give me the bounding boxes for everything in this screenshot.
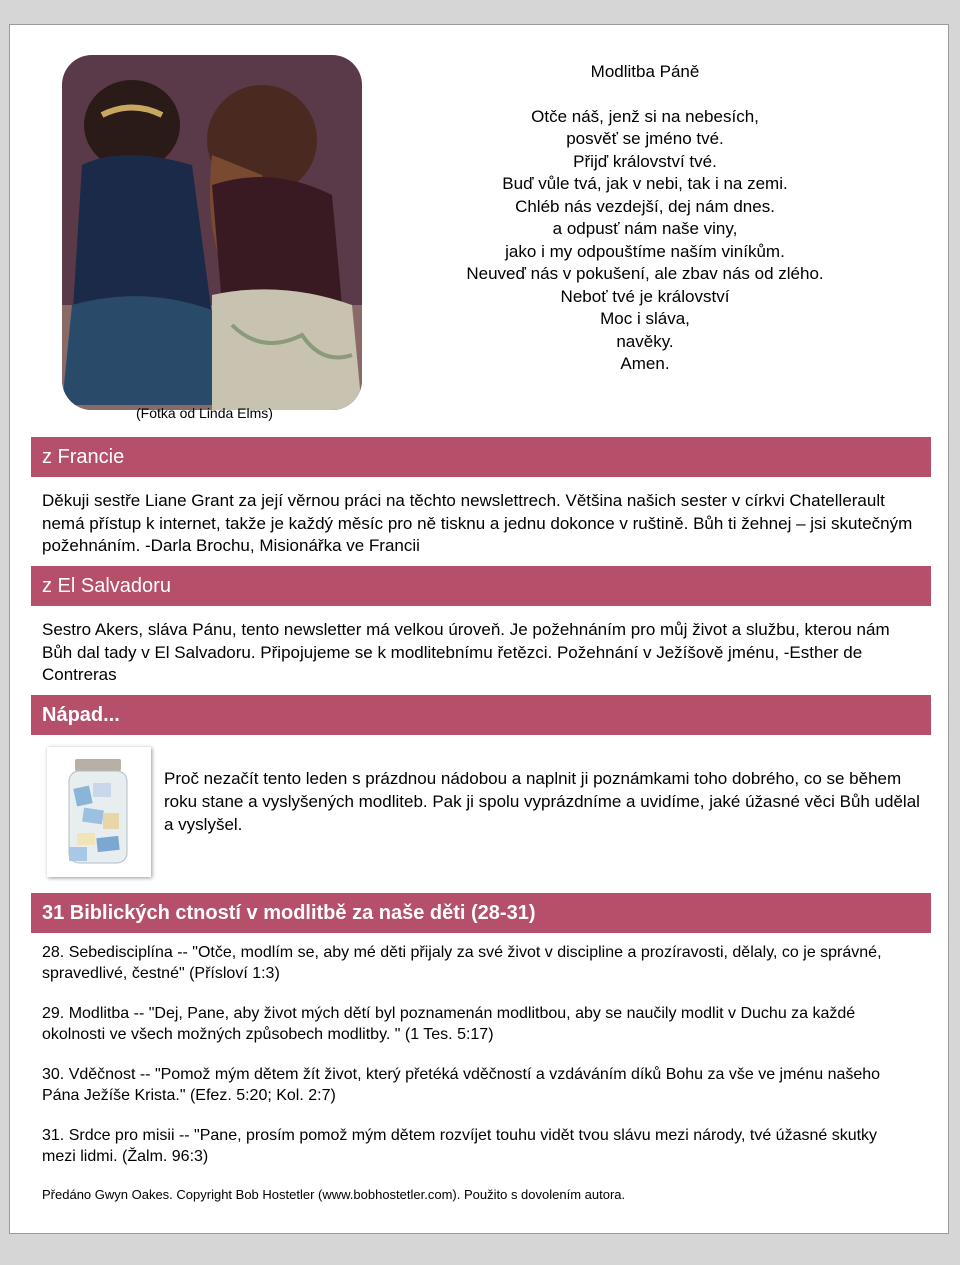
prayer-line: Neuveď nás v pokušení, ale zbav nás od zlého. <box>466 264 824 283</box>
section-text-salvador: Sestro Akers, sláva Pánu, tento newsletter má velkou úroveň. Je požehnáním pro můj život a službu, kterou nám Bůh dal tady v El Salvadoru. Připojujeme se k modlitebnímu řetězci. Požehnání v Ježíšově jménu, -Esther de Contreras <box>42 620 890 684</box>
copyright-footer: Předáno Gwyn Oakes. Copyright Bob Hostetler (www.bobhostetler.com). Použito s dovolením autora. <box>42 1187 626 1202</box>
lords-prayer <box>420 61 870 376</box>
prayer-title: Modlitba Páně <box>590 62 700 81</box>
prayer-line: Buď vůle tvá, jak v nebi, tak i na zemi. <box>502 174 788 193</box>
virtue-item: 28. Sebedisciplína -- "Otče, modlím se, aby mé děti přijaly za své život v discipline a prozíravosti, dělaly, co je správné, spravedlivé, čestné" (Přísloví 1:3) <box>42 944 882 982</box>
newsletter-page <box>9 24 949 1234</box>
virtue-item: 31. Srdce pro misii -- "Pane, prosím pomož mým dětem rozvíjet touhu vidět tvou slávu mezi národy, tvé úžasné skutky mezi lidmi. (Žalm. 96:3) <box>42 1127 878 1165</box>
prayer-line: posvěť se jméno tvé. <box>566 129 724 148</box>
prayer-line: a odpusť nám naše viny, <box>552 219 738 238</box>
prayer-jar-photo <box>47 747 151 877</box>
praying-girls-photo <box>62 55 362 410</box>
section-heading-napad: Nápad... <box>31 695 931 735</box>
prayer-line: navěky. <box>616 331 674 351</box>
section-text-napad: Proč nezačít tento leden s prázdnou nádobou a naplnit ji poznámkami toho dobrého, co se během roku stane a vyslyšených modliteb. Pak ji spolu vyprázdníme a uvidíme, jaké úžasné věci Bůh udělal a vyslyšel. <box>164 769 920 834</box>
virtues-list <box>42 943 912 1187</box>
prayer-line: jako i my odpouštíme naším viníkům. <box>505 241 785 261</box>
prayer-line: Přijď království tvé. <box>573 151 717 171</box>
section-heading-salvador: z El Salvadoru <box>31 566 931 606</box>
prayer-line: Amen. <box>620 354 670 373</box>
section-heading-ctnosti: 31 Biblických ctností v modlitbě za naše děti (28-31) <box>31 893 931 933</box>
prayer-line: Otče náš, jenž si na nebesích, <box>531 106 759 126</box>
prayer-line: Neboť tvé je království <box>560 286 730 306</box>
prayer-line: Chléb nás vezdejší, dej nám dnes. <box>515 196 775 216</box>
photo-caption: (Fotka od Linda Elms) <box>136 405 273 421</box>
section-text-francie: Děkuji sestře Liane Grant za její věrnou práci na těchto newslettrech. Většina našich sester v církvi Chatellerault nemá přístup k internet, takže je každý měsíc pro ně tisknu a jednu dokonce v ruštině. Bůh ti žehnej – jsi skutečným požehnáním. -Darla Brochu, Misionářka ve Francii <box>42 491 913 555</box>
virtue-item: 29. Modlitba -- "Dej, Pane, aby život mých dětí byl poznamenán modlitbou, aby se naučily modlit v Duchu za každé okolnosti ve všech možných způsobech modlitby. " (1 Tes. 5:17) <box>42 1005 856 1043</box>
section-heading-francie: z Francie <box>31 437 931 477</box>
prayer-line: Moc i sláva, <box>600 309 690 328</box>
virtue-item: 30. Vděčnost -- "Pomož mým dětem žít život, který přetéká vděčností a vzdáváním díků Bohu za vše ve jménu našeho Pána Ježíše Krista." (Efez. 5:20; Kol. 2:7) <box>42 1066 881 1104</box>
